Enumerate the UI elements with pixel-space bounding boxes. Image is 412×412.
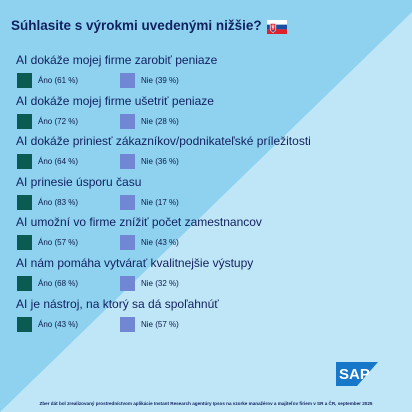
yes-swatch [17, 235, 32, 250]
no-label: Nie (28 %) [141, 116, 179, 126]
no-label: Nie (57 %) [141, 319, 179, 329]
slovak-flag-icon [267, 20, 287, 34]
no-swatch [120, 317, 135, 332]
no-label: Nie (43 %) [141, 238, 179, 248]
yes-swatch [17, 154, 32, 169]
statement-text: AI je nástroj, na ktorý sa dá spoľahnúť [16, 296, 219, 311]
answer-no [120, 235, 179, 250]
no-swatch [120, 276, 135, 291]
yes-swatch [17, 317, 32, 332]
yes-label: Áno (83 %) [38, 197, 79, 207]
answer-no [120, 195, 179, 210]
answer-no [120, 73, 179, 88]
answer-no [120, 276, 179, 291]
answer-no [120, 317, 179, 332]
yes-label: Áno (68 %) [38, 279, 79, 288]
sap-logo [336, 362, 378, 386]
no-swatch [120, 154, 135, 169]
statement-text: AI dokáže mojej firme zarobiť peniaze [16, 53, 218, 67]
answer-yes [17, 154, 78, 169]
yes-label: Áno (64 %) [38, 157, 79, 167]
no-label: Nie (39 %) [141, 76, 179, 85]
statement-text: AI dokáže mojej firme ušetriť peniaze [16, 93, 214, 108]
answer-yes [17, 114, 78, 129]
answer-yes [17, 317, 78, 332]
statement-text: AI dokáže priniesť zákazníkov/podnikateľské príležitosti [16, 134, 311, 149]
answer-no [120, 114, 179, 129]
no-swatch [120, 73, 135, 88]
statement-text: AI prinesie úsporu času [16, 174, 142, 189]
no-swatch [120, 114, 135, 129]
no-swatch [120, 195, 135, 210]
footnote: Zber dát bol zrealizovaný prostredníctvom aplikácie Instant Research agentúry Ipsos na vzorke manažérov a majiteľov firiem v SR a ČR, september 2025 [39, 401, 373, 406]
statement-text: AI umožní vo firme znížiť počet zamestnancov [16, 215, 262, 230]
answer-yes [17, 195, 78, 210]
yes-swatch [17, 195, 32, 210]
yes-label: Áno (72 %) [38, 116, 79, 126]
yes-label: Áno (43 %) [38, 319, 79, 329]
yes-swatch [17, 73, 32, 88]
no-label: Nie (32 %) [141, 279, 179, 288]
no-label: Nie (17 %) [141, 197, 179, 207]
answer-yes [17, 73, 78, 88]
yes-swatch [17, 114, 32, 129]
no-label: Nie (36 %) [141, 157, 179, 167]
sap-logo-text: SAP [339, 366, 370, 383]
no-swatch [120, 235, 135, 250]
answer-no [120, 154, 179, 169]
yes-label: Áno (57 %) [38, 238, 79, 248]
answer-yes [17, 276, 78, 291]
yes-swatch [17, 276, 32, 291]
chart-title: Súhlasite s výrokmi uvedenými nižšie? [11, 18, 262, 33]
statement-text: AI nám pomáha vytvárať kvalitnejšie výstupy [16, 256, 254, 270]
answer-yes [17, 235, 78, 250]
yes-label: Áno (61 %) [38, 76, 79, 85]
